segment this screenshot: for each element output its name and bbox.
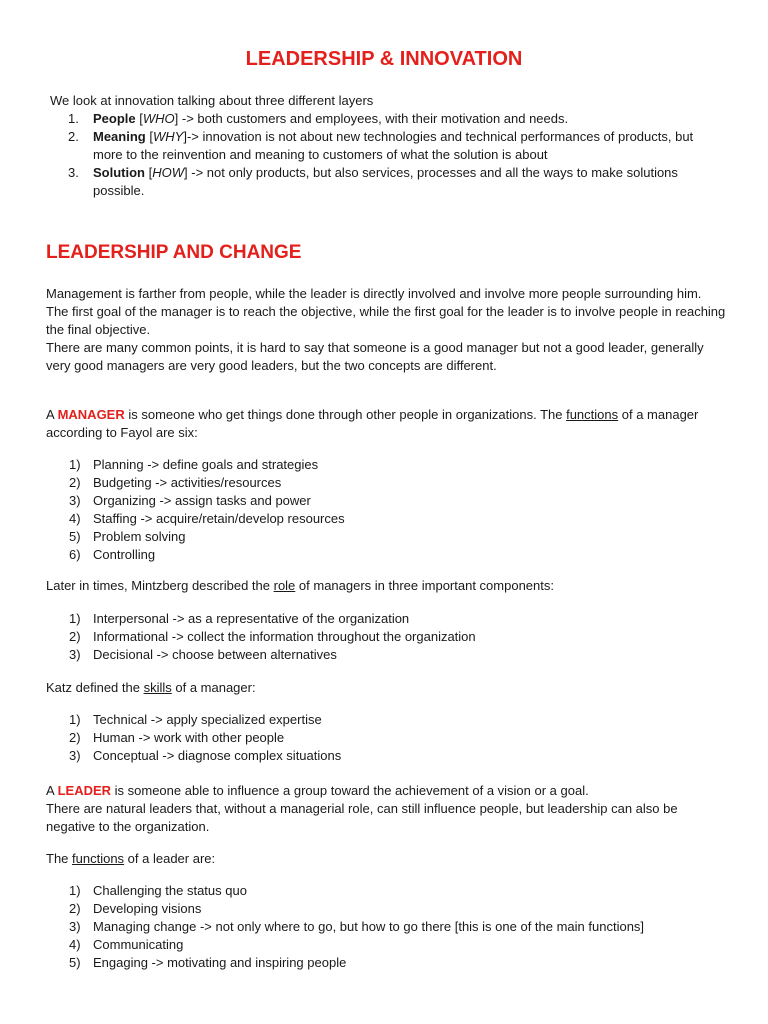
list-number: 4)	[69, 937, 81, 952]
layer-text: -> innovation is not about new technologies and technical performances of products, but more to the reinvention and meaning to customers of what the solution is about	[93, 129, 694, 162]
list-number: 6)	[69, 547, 81, 562]
list-item	[46, 474, 726, 492]
list-item: 2. Meaning [WHY]-> innovation is not about new technologies and technical performances of products, but more to the reinvention and meaning to customers of what the solution is about	[68, 129, 694, 162]
list-text: Problem solving	[93, 529, 186, 544]
list-number: 1)	[69, 457, 81, 472]
paragraph-text: There are natural leaders that, without a managerial role, can still influence people, but leadership can also be negative to the organization.	[46, 801, 678, 834]
list-number: 2)	[69, 629, 81, 644]
list-item	[46, 646, 726, 664]
layer-term: Meaning	[93, 129, 146, 144]
layer-term: Solution	[93, 165, 145, 180]
list-item	[46, 456, 726, 474]
list-item	[46, 628, 726, 646]
mintzberg-roles-list	[46, 610, 726, 664]
list-text: Conceptual -> diagnose complex situations	[93, 748, 342, 763]
list-text: Decisional -> choose between alternatives	[93, 647, 337, 662]
text-span: of a manager:	[171, 680, 256, 695]
paragraph-text: There are many common points, it is hard to say that someone is a good manager but not a good leader, generally very good managers are very good leaders, but the two concepts are different.	[46, 340, 704, 373]
text-span: The	[46, 851, 73, 866]
list-text: Engaging -> motivating and inspiring people	[93, 955, 347, 970]
list-item: 3. Solution [HOW] -> not only products, but also services, processes and all the ways to make solutions possible.	[68, 165, 678, 198]
leader-def-line	[46, 782, 726, 800]
list-text: Developing visions	[93, 901, 202, 916]
text-span: of managers in three important components:	[295, 578, 554, 593]
list-item: 1. People [WHO] -> both customers and employees, with their motivation and needs.	[68, 111, 569, 126]
list-item	[46, 729, 726, 747]
list-text: Managing change -> not only where to go, but how to go there [this is one of the main functions]	[93, 919, 645, 934]
layer-text: -> both customers and employees, with their motivation and needs.	[178, 111, 569, 126]
intro-text: We look at innovation talking about three different layers	[50, 93, 374, 108]
innovation-layers-list	[46, 110, 726, 200]
mintzberg-intro	[46, 577, 726, 595]
list-number: 1)	[69, 883, 81, 898]
list-item	[46, 936, 726, 954]
text-span: A	[46, 407, 58, 422]
leader-keyword: LEADER	[57, 783, 112, 798]
list-item	[46, 510, 726, 528]
text-span: is someone able to influence a group toward the achievement of a vision or a goal.	[111, 783, 589, 798]
list-text: Technical -> apply specialized expertise	[93, 712, 322, 727]
list-text: Planning -> define goals and strategies	[93, 457, 319, 472]
list-number: 2)	[69, 730, 81, 745]
list-number: 4)	[69, 511, 81, 526]
section-heading: LEADERSHIP AND CHANGE	[46, 242, 302, 263]
list-number: 1)	[69, 611, 81, 626]
layer-text: -> not only products, but also services, processes and all the ways to make solutions possible.	[93, 165, 678, 198]
text-span: Later in times, Mintzberg described the	[46, 578, 274, 593]
list-item	[46, 711, 726, 729]
text-span: A	[46, 783, 58, 798]
list-item	[46, 528, 726, 546]
list-text: Staffing -> acquire/retain/develop resources	[93, 511, 345, 526]
list-text: Communicating	[93, 937, 184, 952]
leader-functions-list	[46, 882, 726, 972]
list-number: 2)	[69, 475, 81, 490]
text-span: of a leader are:	[124, 851, 216, 866]
page-title: LEADERSHIP & INNOVATION	[245, 48, 523, 70]
underlined-term: role	[273, 578, 296, 593]
manager-keyword: MANAGER	[57, 407, 125, 422]
text-span: is someone who get things done through other people in organizations. The	[124, 407, 567, 422]
list-number: 2)	[69, 901, 81, 916]
layer-tag: WHY	[152, 129, 184, 144]
list-text: Human -> work with other people	[93, 730, 285, 745]
layer-tag: WHO	[142, 111, 175, 126]
list-number: 3)	[69, 919, 81, 934]
list-item	[46, 882, 726, 900]
list-item	[46, 492, 726, 510]
underlined-term: functions	[72, 851, 125, 866]
paragraph-text: Management is farther from people, while the leader is directly involved and involve more people surrounding him. The first goal of the manager is to reach the objective, while the first goal for the leader is to involve people in reaching the final objective.	[46, 286, 726, 337]
list-number: 1.	[68, 111, 79, 126]
list-number: 3.	[68, 165, 79, 180]
list-text: Informational -> collect the information throughout the organization	[93, 629, 476, 644]
leader-definition	[46, 782, 726, 836]
list-text: Challenging the status quo	[93, 883, 247, 898]
text-span: of a manager according to Fayol are six:	[46, 407, 699, 440]
list-text: Organizing -> assign tasks and power	[93, 493, 311, 508]
layer-tag: HOW	[152, 165, 185, 180]
underlined-term: functions	[566, 407, 619, 422]
manager-definition	[46, 406, 726, 442]
list-text: Interpersonal -> as a representative of the organization	[93, 611, 410, 626]
list-number: 2.	[68, 129, 79, 144]
list-item	[46, 610, 726, 628]
list-text: Budgeting -> activities/resources	[93, 475, 282, 490]
list-item	[46, 954, 726, 972]
list-number: 3)	[69, 493, 81, 508]
list-item	[46, 900, 726, 918]
katz-skills-list	[46, 711, 726, 765]
list-number: 3)	[69, 748, 81, 763]
list-item	[46, 747, 726, 765]
list-text: Controlling	[93, 547, 156, 562]
paragraph	[46, 285, 726, 375]
text-span: Katz defined the	[46, 680, 144, 695]
list-number: 5)	[69, 529, 81, 544]
list-item	[46, 918, 726, 936]
list-number: 5)	[69, 955, 81, 970]
layer-term: People	[93, 111, 136, 126]
katz-intro	[46, 679, 726, 697]
list-number: 3)	[69, 647, 81, 662]
underlined-term: skills	[143, 680, 172, 695]
fayol-functions-list	[46, 456, 726, 564]
list-number: 1)	[69, 712, 81, 727]
list-item	[46, 546, 726, 564]
leader-functions-intro	[46, 850, 726, 868]
